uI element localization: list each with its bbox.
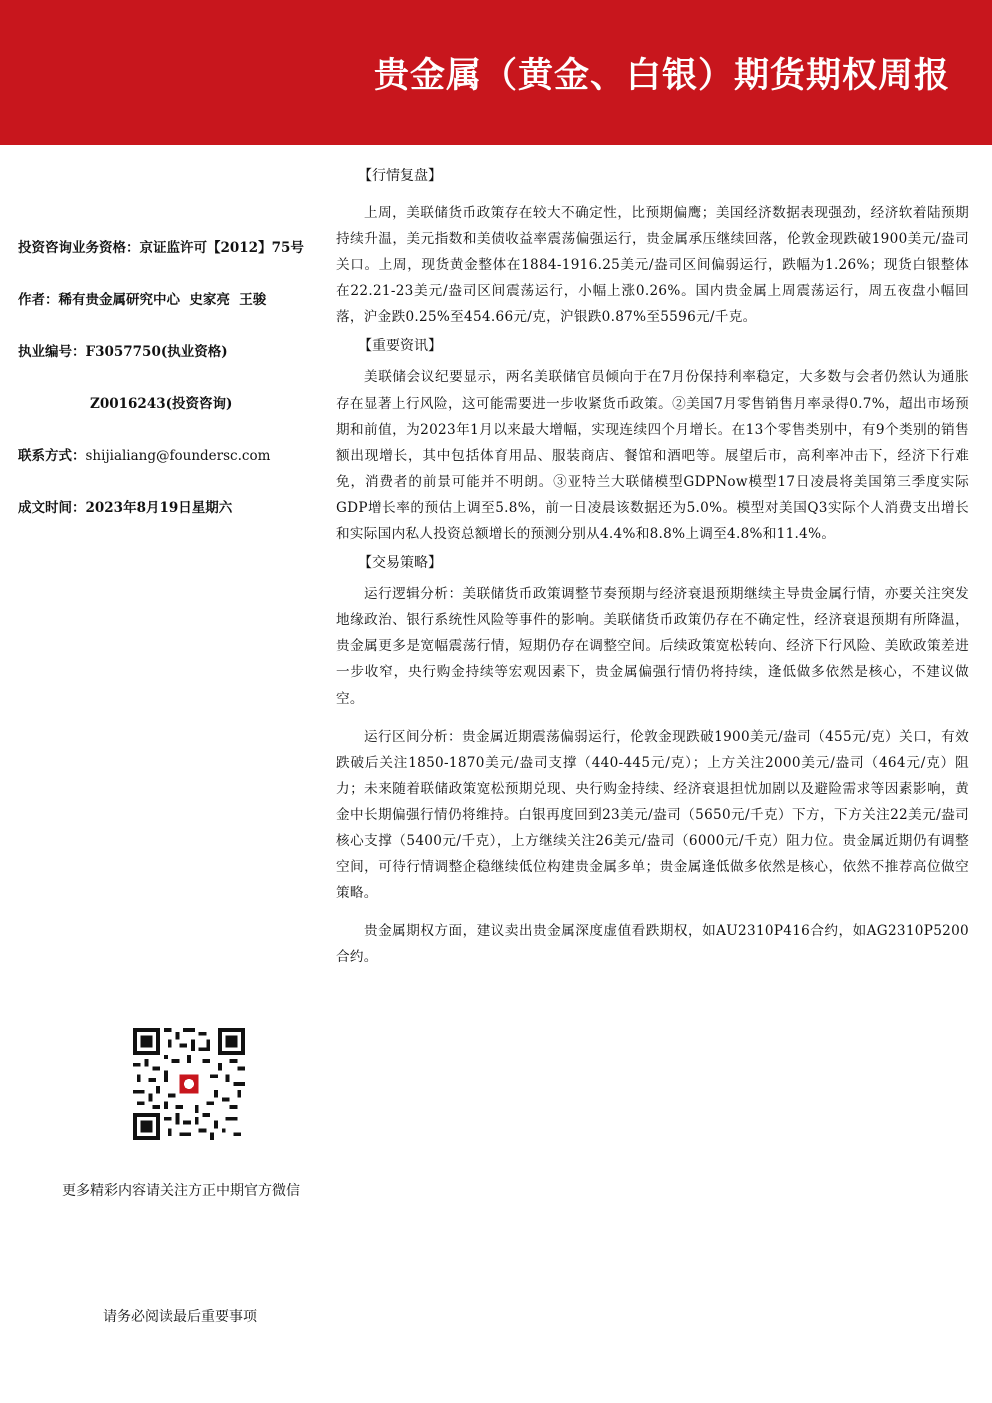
strategy-range-paragraph: 运行区间分析：贵金属近期震荡偏弱运行，伦敦金现跌破1900美元/盎司（455元/克）关口，有效跌破后关注1850-1870美元/盎司支撑（440-445元/克）；上方关注2000美元/盎司（464元/克）阻力；未来随着联储政策宽松预期兑现、央行购金持续、经济衰退担忧加剧以及避险需求等因素影响，黄金中长期偏强行情仍将维持。白银再度回到23美元/盎司（5650元/千克）下方，下方关注22美元/盎司核心支撑（5400元/千克），上方继续关注26美元/盎司（6000元/千克）阻力位。贵金属近期仍有调整空间，可待行情调整企稳继续低位构建贵金属多单；贵金属逢低做多依然是核心，依然不推荐高位做空策略。 xyxy=(336,728,969,902)
qr-code-icon[interactable] xyxy=(133,1028,245,1140)
header-band xyxy=(0,0,992,145)
date-row xyxy=(18,499,232,517)
cert-value: F3057750(执业资格) xyxy=(85,344,228,360)
contact-label: 联系方式： xyxy=(18,448,86,464)
license-row xyxy=(18,239,304,257)
news-paragraph: 美联储会议纪要显示，两名美联储官员倾向于在7月份保持利率稳定，大多数与会者仍然认为通胀存在显著上行风险，这可能需要进一步收紧货币政策。②美国7月零售销售月率录得0.7%，超出市场预期和前值，为2023年1月以来最大增幅，实现连续四个月增长。在13个零售类别中，有9个类别的销售额出现增长，其中包括体育用品、服装商店、餐馆和酒吧等。展望后市，高利率冲击下，经济下行难免，消费者的前景可能并不明朗。③亚特兰大联储模型GDPNow模型17日凌晨将美国第三季度实际GDP增长率的预估上调至5.8%，前一日凌晨该数据还为5.0%。模型对美国Q3实际个人消费支出增长和实际国内私人投资总额增长的预测分别从4.4%和8.8%上调至4.8%和11.4%。 xyxy=(336,369,969,543)
section-heading-review: 【行情复盘】 xyxy=(358,168,442,184)
strategy-options-paragraph: 贵金属期权方面，建议卖出贵金属深度虚值看跌期权，如AU2310P416合约，如AG2310P5200合约。 xyxy=(336,923,969,966)
section-heading-news: 【重要资讯】 xyxy=(358,338,442,355)
cert-row xyxy=(18,343,228,361)
contact-email[interactable]: shijialiang@foundersc.com xyxy=(85,448,271,464)
contact-row xyxy=(18,447,270,465)
license-value: 京证监许可【2012】75号 xyxy=(139,240,304,256)
report-title: 贵金属（黄金、白银）期货期权周报 xyxy=(373,56,950,96)
section-heading-strategy: 【交易策略】 xyxy=(358,555,442,572)
license-label: 投资咨询业务资格： xyxy=(18,240,140,256)
main-content xyxy=(336,162,969,970)
qr-caption: 更多精彩内容请关注方正中期官方微信 xyxy=(62,1183,300,1199)
author-row xyxy=(18,291,266,309)
review-paragraph: 上周，美联储货币政策存在较大不确定性，比预期偏鹰；美国经济数据表现强劲，经济软着陆预期持续升温，美元指数和美债收益率震荡偏强运行，贵金属承压继续回落，伦敦金现跌破1900美元/盎司关口。上周，现货黄金整体在1884-1916.25美元/盎司区间偏弱运行，跌幅为1.26%；现货白银整体在22.21-23美元/盎司区间震荡运行，小幅上涨0.26%。国内贵金属上周震荡运行，周五夜盘小幅回落，沪金跌0.25%至454.66元/克，沪银跌0.87%至5596元/千克。 xyxy=(336,205,969,326)
cert-value-2: Z0016243(投资咨询) xyxy=(90,396,233,412)
read-notice: 请务必阅读最后重要事项 xyxy=(103,1309,257,1325)
cert-row-2 xyxy=(90,395,232,413)
author-value: 稀有贵金属研究中心 史家亮 王骏 xyxy=(58,292,267,308)
author-label: 作者： xyxy=(18,292,59,308)
strategy-logic-paragraph: 运行逻辑分析：美联储货币政策调整节奏预期与经济衰退预期继续主导贵金属行情，亦要关注突发地缘政治、银行系统性风险等事件的影响。美联储货币政策仍存在不确定性，经济衰退预期有所降温，贵金属更多是宽幅震荡行情，短期仍存在调整空间。后续政策宽松转向、经济下行风险、美欧政策差进一步收窄，央行购金持续等宏观因素下，贵金属偏强行情仍将持续，逢低做多依然是核心，不建议做空。 xyxy=(336,586,969,707)
date-value: 2023年8月19日星期六 xyxy=(85,500,233,516)
cert-label: 执业编号： xyxy=(18,344,86,360)
date-label: 成文时间： xyxy=(18,500,86,516)
